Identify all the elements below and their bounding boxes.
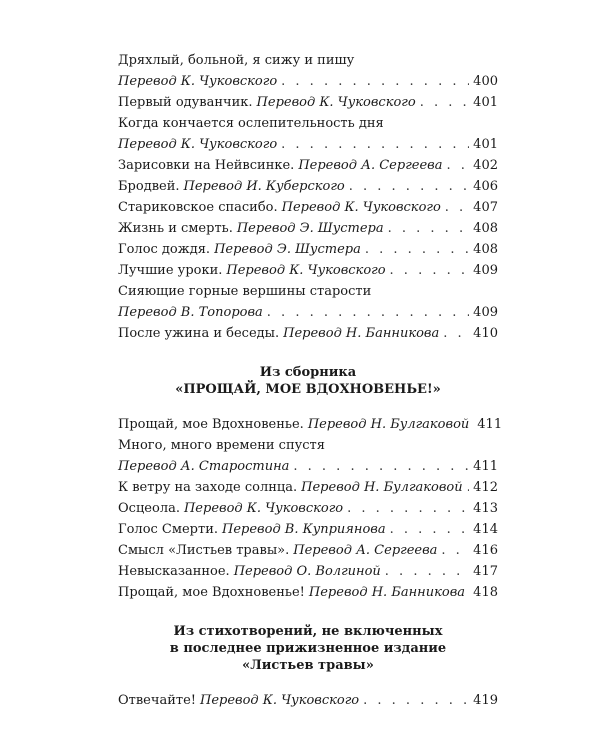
toc-entry	[118, 155, 498, 176]
section-heading-line: «ПРОЩАЙ, МОЕ ВДОХНОВЕНЬЕ!»	[175, 382, 441, 397]
leader-dots	[365, 239, 469, 260]
leader-dots	[293, 456, 469, 477]
entry-page-number: 410	[473, 326, 498, 341]
toc-entry	[118, 561, 498, 582]
toc-entry	[118, 281, 498, 323]
entry-translator: Перевод А. Сергеева	[298, 158, 443, 173]
toc-entry	[118, 540, 498, 561]
entry-page-number: 407	[473, 200, 498, 215]
toc-section-3	[118, 690, 498, 711]
leader-dots	[445, 197, 469, 218]
toc-section-1	[118, 50, 498, 344]
toc-entry	[118, 113, 498, 155]
entry-title: Сияющие горные вершины старости	[118, 284, 372, 299]
leader-dots	[388, 218, 470, 239]
entry-translator: Перевод Э. Шустера	[236, 221, 384, 236]
leader-dots	[281, 134, 469, 155]
section-heading-line: Из сборника	[259, 365, 357, 380]
entry-title: Прощай, мое Вдохновенье.	[118, 417, 304, 432]
leader-dots	[467, 477, 470, 498]
toc-entry	[118, 498, 498, 519]
entry-page-number: 409	[473, 305, 498, 320]
leader-dots	[347, 498, 469, 519]
entry-translator: Перевод К. Чуковского	[183, 501, 344, 516]
toc-entry	[118, 477, 498, 498]
section-heading	[118, 364, 498, 398]
entry-page-number: 406	[473, 179, 498, 194]
toc-entry	[118, 218, 498, 239]
entry-page-number: 411	[473, 459, 498, 474]
leader-dots	[446, 155, 469, 176]
entry-page-number: 413	[473, 501, 498, 516]
toc-entry	[118, 582, 498, 603]
toc-entry	[118, 323, 498, 344]
toc-entry	[118, 50, 498, 92]
entry-page-number: 417	[473, 564, 498, 579]
table-of-contents	[118, 50, 503, 711]
entry-translator: Перевод Н. Булгаковой	[301, 480, 463, 495]
entry-title: Невысказанное.	[118, 564, 230, 579]
entry-title: Лучшие уроки.	[118, 263, 223, 278]
leader-dots	[281, 71, 469, 92]
entry-translator: Перевод Э. Шустера	[214, 242, 361, 257]
leader-dots	[267, 302, 469, 323]
toc-entry	[118, 239, 498, 260]
toc-entry	[118, 197, 498, 218]
leader-dots	[443, 323, 469, 344]
toc-section-2	[118, 414, 503, 603]
entry-title: К ветру на заходе солнца.	[118, 480, 298, 495]
entry-title: Голос дождя.	[118, 242, 211, 257]
entry-page-number: 401	[473, 137, 498, 152]
leader-dots	[363, 690, 469, 711]
entry-page-number: 409	[473, 263, 498, 278]
entry-title: Стариковское спасибо.	[118, 200, 278, 215]
entry-title: Жизнь и смерть.	[118, 221, 233, 236]
toc-entry	[118, 519, 498, 540]
entry-page-number: 402	[473, 158, 498, 173]
entry-title: Отвечайте!	[118, 693, 196, 708]
entry-translator: Перевод В. Топорова	[118, 305, 263, 320]
entry-title: После ужина и беседы.	[118, 326, 280, 341]
entry-title: Зарисовки на Нейвсинке.	[118, 158, 295, 173]
entry-translator: Перевод К. Чуковского	[199, 693, 360, 708]
leader-dots	[385, 561, 469, 582]
entry-translator: Перевод К. Чуковского	[118, 74, 278, 89]
entry-title: Бродвей.	[118, 179, 180, 194]
entry-page-number: 401	[473, 95, 498, 110]
entry-translator: Перевод Н. Банникова	[308, 585, 466, 600]
entry-translator: Перевод К. Чуковского	[118, 137, 278, 152]
entry-title: Первый одуванчик.	[118, 95, 253, 110]
section-heading-line: Из стихотворений, не включенных	[173, 624, 443, 639]
entry-page-number: 414	[473, 522, 498, 537]
entry-page-number: 412	[473, 480, 498, 495]
entry-translator: Перевод К. Чуковского	[256, 95, 416, 110]
entry-title: Осцеола.	[118, 501, 180, 516]
entry-title: Когда кончается ослепительность дня	[118, 116, 384, 131]
section-heading	[118, 623, 498, 674]
toc-entry	[118, 176, 498, 197]
entry-title: Много, много времени спустя	[118, 438, 325, 453]
toc-entry	[118, 92, 498, 113]
toc-entry	[118, 690, 498, 711]
entry-translator: Перевод Н. Булгаковой	[307, 417, 470, 432]
entry-page-number: 408	[473, 242, 498, 257]
entry-page-number: 416	[473, 543, 498, 558]
entry-translator: Перевод Н. Банникова	[283, 326, 440, 341]
toc-entry	[118, 260, 498, 281]
leader-dots	[390, 260, 470, 281]
entry-page-number: 400	[473, 74, 498, 89]
entry-page-number: 418	[473, 585, 498, 600]
entry-title: Смысл «Листьев травы».	[118, 543, 290, 558]
entry-translator: Перевод А. Сергеева	[293, 543, 438, 558]
entry-translator: Перевод И. Куберского	[183, 179, 345, 194]
entry-translator: Перевод О. Волгиной	[233, 564, 381, 579]
entry-page-number: 411	[477, 417, 503, 432]
entry-title: Дряхлый, больной, я сижу и пишу	[118, 53, 355, 68]
entry-title: Голос Смерти.	[118, 522, 218, 537]
section-heading-line: в последнее прижизненное издание	[169, 641, 447, 656]
entry-page-number: 408	[473, 221, 498, 236]
leader-dots	[441, 540, 469, 561]
toc-entry	[118, 435, 498, 477]
leader-dots	[420, 92, 469, 113]
entry-translator: Перевод А. Старостина	[118, 459, 290, 474]
entry-title: Прощай, мое Вдохновенье!	[118, 585, 305, 600]
entry-translator: Перевод К. Чуковского	[281, 200, 441, 215]
section-heading-line: «Листьев травы»	[242, 658, 374, 673]
entry-translator: Перевод К. Чуковского	[226, 263, 386, 278]
toc-entry	[118, 414, 503, 435]
leader-dots	[349, 176, 469, 197]
leader-dots	[390, 519, 470, 540]
entry-translator: Перевод В. Куприянова	[222, 522, 386, 537]
entry-page-number: 419	[473, 693, 498, 708]
